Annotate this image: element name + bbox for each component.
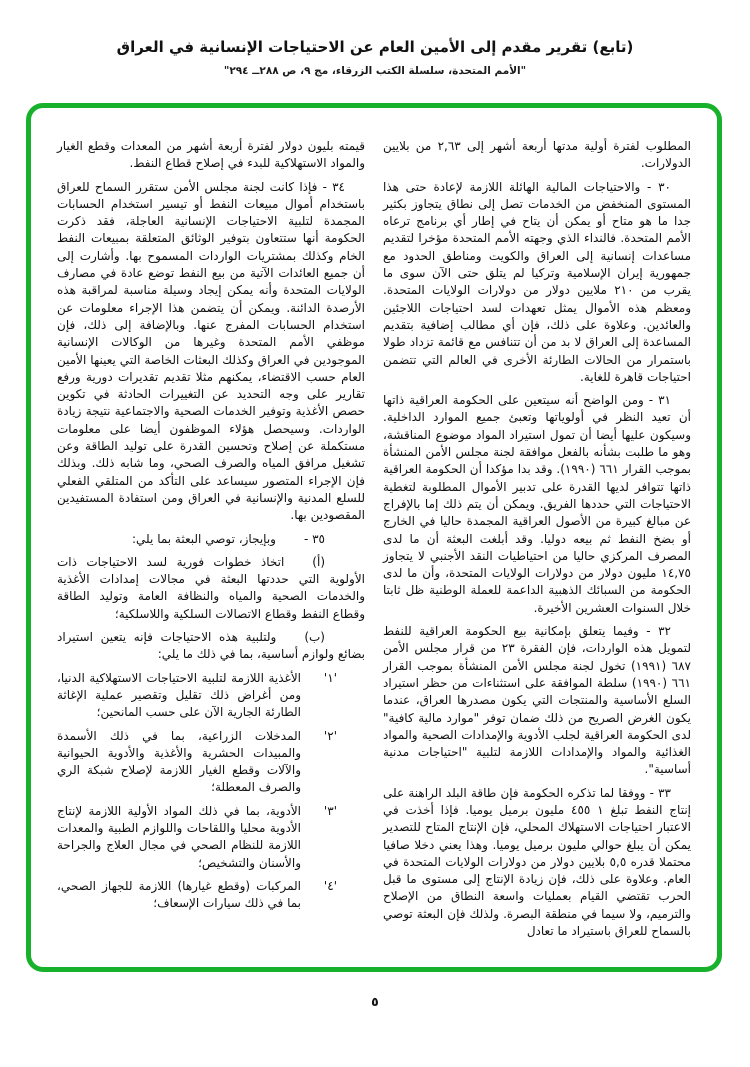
paragraph-30: ٣٠ - والاحتياجات المالية الهائلة اللازمة لإعادة حتى هذا المستوى المنخفض من الخدمات تصل إلى نطاق يتجاوز بكثير جدا ما هو متاح أو يمكن أن يتاح في إطار أي برنامج ترعاه الأمم المتحدة. فالنداء الذي وجهته الأمم المتحدة مؤخرا لتقديم مساعدات إنسانية إلى العراق والكويت ومناطق الحدود مع جمهورية إيران الإسلامية وتركيا لم يتلق حتى الآن سوى ما يقرب من ٢١٠ ملايين دولار من دولارات الولايات المتحدة. ومعظم هذه الأموال يمثل تعهدات لسد احتياجات اللاجئين والعائدين. وعلاوة على ذلك، فإن أي مطالب إضافية بتقديم المساعدة إلى العراق لا بد من أن تتنافس مع قائمة تزداد طولا باستمرار من الحالات الطارئة الأخرى في العالم التي تتضمن احتياجات قاهرة للغاية. xyxy=(383,179,691,384)
numbered-item-3-text: الأدوية، بما في ذلك المواد الأولية اللازمة لإنتاج الأدوية محليا واللقاحات واللوازم الطبية والمعدات اللازمة للنظام الصحي في مجال العلاج والجراحة والأسنان والتشخيص؛ xyxy=(57,803,301,870)
paragraph-32: ٣٢ - وفيما يتعلق بإمكانية بيع الحكومة العراقية للنفط لتمويل هذه الواردات، فإن الفقرة ٢٣ من قرار مجلس الأمن ٦٨٧ (١٩٩١) تخول لجنة مجلس الأمن المنشأة بموجب القرار ٦٦١ (١٩٩٠) سلطة الموافقة على استثناءات من حظر استيراد السلع الأساسية والمنتجات التي يكون مصدرها العراق، عندما يكون الغرض الصريح من ذلك ضمان توفر "موارد مالية كافية" لدى الحكومة العراقية لجلب الأدوية والإمدادات الصحية والمواد الغذائية والمواد والإمدادات اللازمة لتلبية "احتياجات مدنية أساسية". xyxy=(383,624,691,777)
column-right xyxy=(383,138,691,947)
paragraph-continuation-right: المطلوب لفترة أولية مدتها أربعة أشهر إلى ٢,٦٣ من بلايين الدولارات. xyxy=(383,139,691,171)
paragraph-35-text: وبإيجاز، توصي البعثة بما يلي: xyxy=(132,531,276,546)
source-citation: "الأمم المتحدة، سلسلة الكتب الزرقاء، مج ٩، ص ٢٨٨ــ ٢٩٤" xyxy=(223,65,527,77)
numbered-item-1-marker: '١' xyxy=(323,670,337,685)
recommendation-item-b xyxy=(57,629,365,664)
numbered-item-2-text: المدخلات الزراعية، بما في ذلك الأسمدة والمبيدات الحشرية والأغذية والأدوية الحيوانية والآلات وقطع الغيار اللازمة لإصلاح شبكة الري والصرف المعطلة؛ xyxy=(57,728,301,795)
report-title: (تابع) تقرير مقدم إلى الأمين العام عن الاحتياجات الإنسانية في العراق xyxy=(116,38,634,56)
paragraph-35 xyxy=(57,531,365,548)
page-number: ٥ xyxy=(371,994,379,1009)
numbered-item-2 xyxy=(57,728,365,797)
numbered-item-4 xyxy=(57,878,365,913)
recommendation-item-a xyxy=(57,554,365,623)
numbered-item-4-text: المركبات (وقطع غيارها) اللازمة للجهاز الصحي، بما في ذلك سيارات الإسعاف؛ xyxy=(57,878,301,911)
numbered-item-1 xyxy=(57,670,365,722)
column-left xyxy=(57,138,365,947)
item-a-marker: (أ) xyxy=(312,554,325,569)
two-column-text xyxy=(31,108,717,967)
item-b-text: ولتلبية هذه الاحتياجات فإنه يتعين استيراد بضائع ولوازم أساسية، بما في ذلك ما يلي: xyxy=(57,630,365,662)
paragraph-34: ٣٤ - فإذا كانت لجنة مجلس الأمن ستقرر السماح للعراق باستخدام أموال مبيعات النفط أو تيسير استخدام الحسابات المجمدة لتلبية الاحتياجات الإنسانية العاجلة، فقد ذكرت الحكومة أنها ستتعاون بتوفير الوثائق المتعلقة بمبيعات النفط الخام وكذلك بمشتريات الواردات المسموح بها. وأشارت إلى أن جميع العائدات الآتية من بيع النفط توضع عادة في مصارف الولايات المتحدة وأنه يمكن إيجاد وسيلة مناسبة لمراقبة هذه الأرصدة الدائنة. ويمكن أن يتضمن هذا الإجراء معلومات عن استخدام الحسابات المفرج عنها. وبالإضافة إلى ذلك، فإن موظفي الأمم المتحدة وغيرها من الوكالات الإنسانية الموجودين في العراق وكذلك البعثات الخاصة التي يعينها الأمين العام حسب الاقتضاء، يمكنهم مثلا تقديم تقديرات دورية ورفع تقارير على وجه التحديد عن التغييرات الحادثة في تكوين حصص الأغذية وتوفير الخدمات الصحية والاجتماعية نتيجة زيادة الواردات. وسيحصل هؤلاء الموظفون أيضا على معلومات مستكملة عن إصلاح وتحسين القدرة على توليد الطاقة وعن تشغيل مرافق المياه والصرف الصحي، وما شابه ذلك. وبذلك فإن الإجراء المتصور سيساعد على التأكد من المتلقي الفعلي للسلع المدنية والإنسانية في العراق ومن استفادة المستفيدين المقصودين بها. xyxy=(57,179,365,523)
numbered-item-3-marker: '٣' xyxy=(323,803,337,818)
paragraph-35-number: ٣٥ - xyxy=(303,531,325,546)
numbered-item-2-marker: '٢' xyxy=(323,728,337,743)
paragraph-continuation-left: قيمته بليون دولار لفترة أربعة أشهر من المعدات وقطع الغيار والمواد الاستهلاكية للبدء في إصلاح قطاع النفط. xyxy=(57,139,365,171)
item-b-marker: (ب) xyxy=(304,630,325,645)
numbered-item-3 xyxy=(57,803,365,872)
numbered-item-4-marker: '٤' xyxy=(323,878,337,893)
numbered-item-1-text: الأغذية اللازمة لتلبية الاحتياجات الاستهلاكية الدنيا، ومن أغراض ذلك تقليل وتقصير عملية الإغاثة الطارئة الجارية الآن على حسب المانحين؛ xyxy=(57,670,301,720)
paragraph-31: ٣١ - ومن الواضح أنه سيتعين على الحكومة العراقية ذاتها أن تعيد النظر في أولوياتها وتعبئ جميع الموارد الداخلية. وسيكون عليها أيضا أن تمول استيراد المواد موضوع المناقشة، وهو ما طلبت بشأنه بالفعل موافقة لجنة مجلس الأمن المنشأة بموجب القرار ٦٦١ (١٩٩٠). وقد بدا مؤكدا أن الحكومة العراقية ذاتها تتوافر لديها القدرة على تدبير الأموال المطلوبة لتغطية الاحتياجات التي حددها الفريق. ويمكن أن يتم ذلك إما بالإفراج عن مبالغ كبيرة من الأصول العراقية المجمدة حاليا في الخارج أو بضخ النفط ثم بيعه دوليا. وقد أبلغت البعثة أن ما لدى المصرف المركزي حاليا من احتياطيات النقد الأجنبي لا يتجاوز ١٤,٧٥ مليون دولار من دولارات الولايات المتحدة، وأن ما لدى الحكومة من السبائك الذهبية الداعمة للعملة الوطنية ظل ثابتا خلال السنوات العشرين الأخيرة. xyxy=(383,393,691,615)
green-border-frame xyxy=(26,103,722,972)
page-header xyxy=(0,0,750,77)
item-a-text: اتخاذ خطوات فورية لسد الاحتياجات ذات الأولوية التي حددتها البعثة في مجالات إمدادات الأغذية والخدمات الصحية والمياه والنظافة العامة وتوليد الطاقة وقطاع النفط وقطاع الاتصالات السلكية واللاسلكية؛ xyxy=(57,554,365,621)
paragraph-33: ٣٣ - ووفقا لما تذكره الحكومة فإن طاقة البلد الراهنة على إنتاج النفط تبلغ ١ ٤٥٥ مليون برميل يوميا. فإذا أخذت في الاعتبار احتياجات الاستهلاك المحلي، فإن الإنتاج المتاح للتصدير يمكن أن يبلغ حوالي مليون برميل يوميا. وهذا يعني دخلا صافيا محتملا قدره ٥,٥ بلايين دولار من دولارات الولايات المتحدة في العام. وعلاوة على ذلك، فإن زيادة الإنتاج إلى مستوى ما قبل الحرب تقتضي القيام بعمليات واسعة النطاق من الإصلاح والترميم، ولا سيما في منطقة البصرة. ولذلك فإن البعثة توصي بالسماح للعراق باستيراد ما تعادل xyxy=(383,785,691,939)
